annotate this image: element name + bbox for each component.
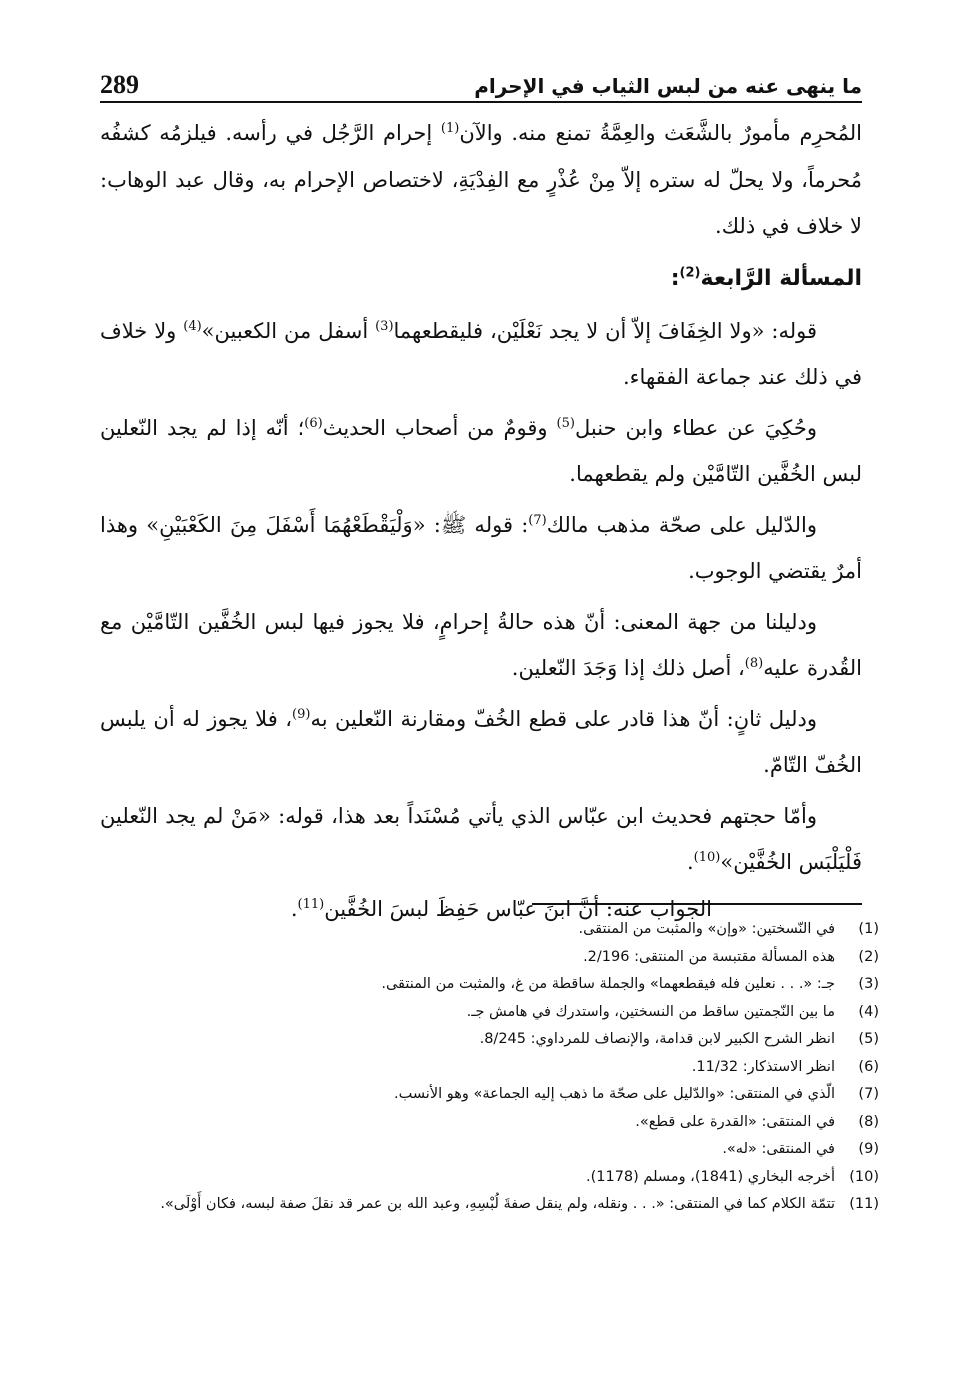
footnote-ref: (9) — [292, 706, 311, 722]
footnote: (10) أخرجه البخاري (1841)، ومسلم (1178). — [585, 1168, 879, 1185]
page-header — [100, 58, 862, 98]
footnote: (7) الّذي في المنتقى: «والدّليل على صحّة ما ذهب إليه الجماعة» وهو الأنسب. — [394, 1086, 879, 1102]
paragraph-8: الجواب عنه: أنَّ ابنَ عبّاس حَفِظَ لبسَ الخُفَّين$^{(11)}$. — [290, 896, 712, 921]
paragraph-4: والدّليل على صحّة مذهب مالك$^{(7)}$: قوله ﷺ: «وَلْيَقْطَعْهُمَا أَسْفَلَ مِنَ الكَعْبَيْنِ» وهذا أمرٌ يقتضي الوجوب. — [100, 512, 862, 583]
footnote: (4) ما بين النّجمتين ساقط من النسختين، واستدرك في هامش جـ. — [466, 1003, 879, 1020]
footnote: (8) في المنتقى: «القدرة على قطع». — [635, 1113, 879, 1130]
main-text — [100, 110, 862, 932]
footnote-ref: (5) — [556, 415, 575, 431]
footnote-ref: (11) — [297, 896, 325, 912]
footnote-ref: (3) — [375, 318, 394, 334]
paragraph-3: وحُكِيَ عن عطاء وابن حنبل$^{(5)}$ وقومٌ من أصحاب الحديث$^{(6)}$؛ أنّه إذا لم يجد النّعلين لبس الخُفَّين التّامَّيْن ولم يقطعهما. — [100, 415, 862, 486]
footnote-ref: (6) — [304, 415, 323, 431]
paragraph-5: ودليلنا من جهة المعنى: أنّ هذه حالةُ إحرامٍ، فلا يجوز فيها لبس الخُفَّين التّامَّيْن مع القُدرة عليه$^{(8)}$، أصل ذلك إذا وَجَدَ النّعلين. — [100, 609, 862, 680]
paragraph-2: قوله: «ولا الخِفَافَ إلاّ أن لا يجد نَعْلَيْن، فليقطعهما$^{(3)}$ أسفل من الكعبين»$^{(4)}$ ولا خلاف في ذلك عند جماعة الفقهاء. — [100, 318, 862, 389]
footnote-ref: (7) — [528, 512, 547, 528]
paragraph-7: وأمّا حجتهم فحديث ابن عبّاس الذي يأتي مُسْنَداً بعد هذا، قوله: «مَنْ لم يجد النّعلين فَلْيَلْبَس الخُفَّيْن»$^{(10)}$. — [100, 803, 862, 874]
footnote: (2) هذه المسألة مقتبسة من المنتقى: 2/196. — [583, 948, 879, 965]
header-rule — [100, 101, 862, 103]
footnote: (3) جـ: «. . . نعلين فله فيقطعهما» والجملة ساقطة من غ، والمثبت من المنتقى. — [381, 976, 879, 992]
footnote-ref: (10) — [693, 850, 721, 865]
footnote-ref: (4) — [183, 318, 202, 334]
footnote-ref: (8) — [744, 656, 764, 671]
footnote: (6) انظر الاستذكار: 11/32. — [691, 1058, 879, 1075]
footnote-ref: (1) — [440, 121, 460, 136]
paragraph-1: المُحرِم مأمورٌ بالشَّعَث والعِمَّةُ تمنع منه. والآن$^{(1)}$ إحرام الرَّجُل في رأسه. فيلزمُه كشفُه مُحرماً، ولا يحلّ له ستره إلاّ مِنْ عُذْرٍ مع الفِدْيَةِ، لاختصاص الإحرام به، وقال عبد الوهاب: لا خلاف في ذلك. — [100, 121, 862, 238]
footnote: (11) تتمّة الكلام كما في المنتقى: «. . . ونقله، ولم ينقل صفةَ لُبْسِهِ، وعبد الله بن عمر قد نقلَ صفة لبسه، فكان أَوْلَى». — [160, 1196, 879, 1212]
footnote-ref: (2) — [679, 265, 701, 281]
section-heading: المسألة الرَّابعة$^{(2)}$: — [670, 265, 862, 291]
page-number: 289 — [100, 70, 139, 99]
footnote: (5) انظر الشرح الكبير لابن قدامة، والإنصاف للمرداوي: 8/245. — [479, 1031, 879, 1047]
footnotes — [100, 916, 879, 1219]
footnote: (1) في النّسختين: «وإن» والمثبت من المنتقى. — [578, 921, 879, 937]
running-title: ما ينهى عنه من لبس الثياب في الإحرام — [474, 74, 862, 98]
footnote: (9) في المنتقى: «له». — [722, 1141, 879, 1157]
footnote-separator — [532, 903, 862, 905]
paragraph-6: ودليل ثانٍ: أنّ هذا قادر على قطع الخُفّ ومقارنة النّعلين به$^{(9)}$، فلا يجوز له أن يلبس الخُفّ التّامّ. — [100, 706, 862, 777]
